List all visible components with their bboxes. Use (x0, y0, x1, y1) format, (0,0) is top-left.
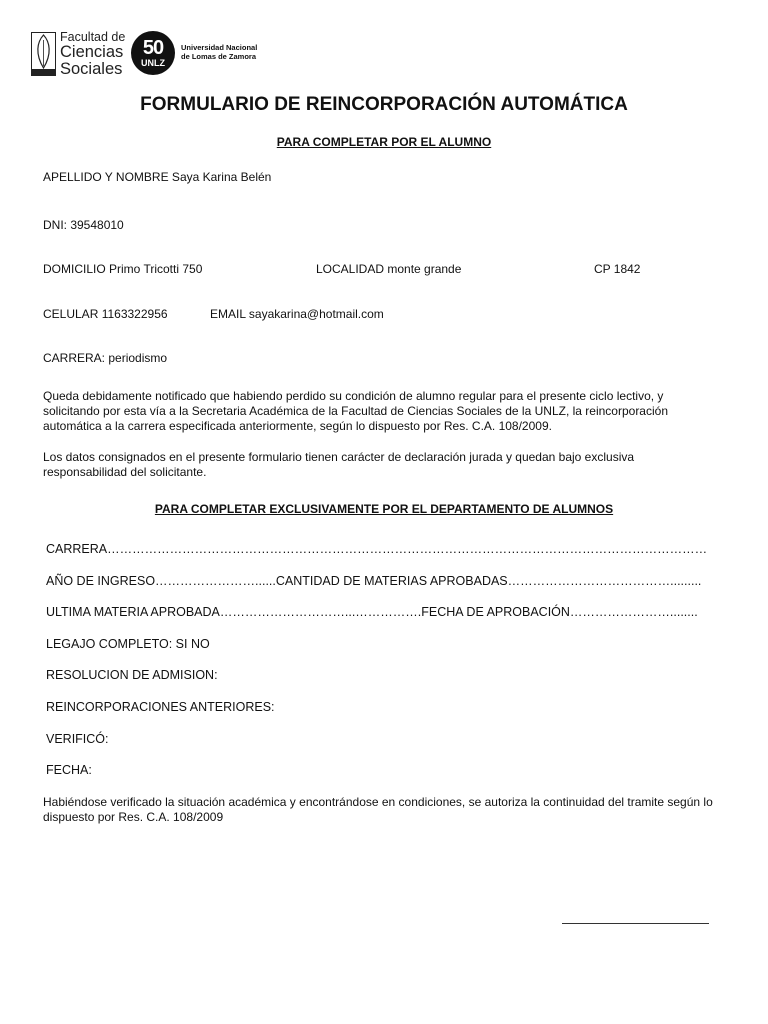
email-field: EMAIL sayakarina@hotmail.com (210, 307, 384, 321)
university-name-line2: de Lomas de Zamora (181, 52, 257, 61)
resolucion-field: RESOLUCION DE ADMISION: (46, 668, 218, 682)
faculty-name-line1: Facultad de (60, 30, 126, 44)
carrera-field: CARRERA: periodismo (43, 351, 168, 365)
closing-paragraph: Habiéndose verificado la situación académica y encontrándose en condiciones, se autoriza la continuidad del tramite según lo dispuesto por Res. C.A. 108/2009 (43, 795, 713, 824)
nombre-field: APELLIDO Y NOMBRE Saya Karina Belén (43, 170, 272, 184)
notice-paragraph: Queda debidamente notificado que habiendo perdido su condición de alumno regular para el presente ciclo lectivo, y solicitando por esta vía a la Secretaria Académica de la Facultad de Ciencias Sociales de la UNLZ, la reincorporación automática a la carrera especificada anteriormente, según lo dispuesto por Res. C.A. 108/2009. (43, 389, 668, 433)
localidad-field: LOCALIDAD monte grande (316, 262, 462, 276)
badge-number: 50 (142, 37, 164, 59)
faculty-logo (31, 30, 127, 78)
faculty-name-line3: Sociales (60, 60, 123, 78)
ultima-materia-field: ULTIMA MATERIA APROBADA…………………………...…………….FECHA DE APROBACIÓN……………………........ (46, 605, 698, 619)
faculty-name-line2: Ciencias (60, 43, 124, 61)
domicilio-field: DOMICILIO Primo Tricotti 750 (43, 262, 203, 276)
unlz-50-badge-icon (131, 31, 175, 75)
department-section-heading: PARA COMPLETAR EXCLUSIVAMENTE POR EL DEPARTAMENTO DE ALUMNOS (154, 502, 614, 516)
dni-field: DNI: 39548010 (43, 218, 124, 232)
unlz-logo (131, 31, 281, 77)
student-section-heading: PARA COMPLETAR POR EL ALUMNO (276, 135, 492, 149)
page-title: FORMULARIO DE REINCORPORACIÓN AUTOMÁTICA (140, 94, 628, 115)
verifico-field: VERIFICÓ: (46, 732, 109, 746)
dept-carrera-field: CARRERA……………………………………………………………………………………………………………………………… (46, 542, 708, 556)
badge-text: UNLZ (141, 58, 165, 68)
legajo-field: LEGAJO COMPLETO: SI NO (46, 637, 210, 651)
cp-field: CP 1842 (594, 262, 641, 276)
signature-line (562, 923, 709, 924)
declaration-paragraph: Los datos consignados en el presente formulario tienen carácter de declaración jurada y quedan bajo exclusiva responsabilidad del solicitante. (43, 450, 635, 479)
anio-ingreso-field: AÑO DE INGRESO……………………......CANTIDAD DE MATERIAS APROBADAS…………………………………......... (46, 574, 702, 588)
celular-field: CELULAR 1163322956 (43, 307, 168, 321)
reincorporaciones-field: REINCORPORACIONES ANTERIORES: (46, 700, 275, 714)
fecha-field: FECHA: (46, 763, 92, 777)
university-name-line1: Universidad Nacional (181, 43, 258, 52)
faculty-shield-icon (31, 32, 56, 76)
